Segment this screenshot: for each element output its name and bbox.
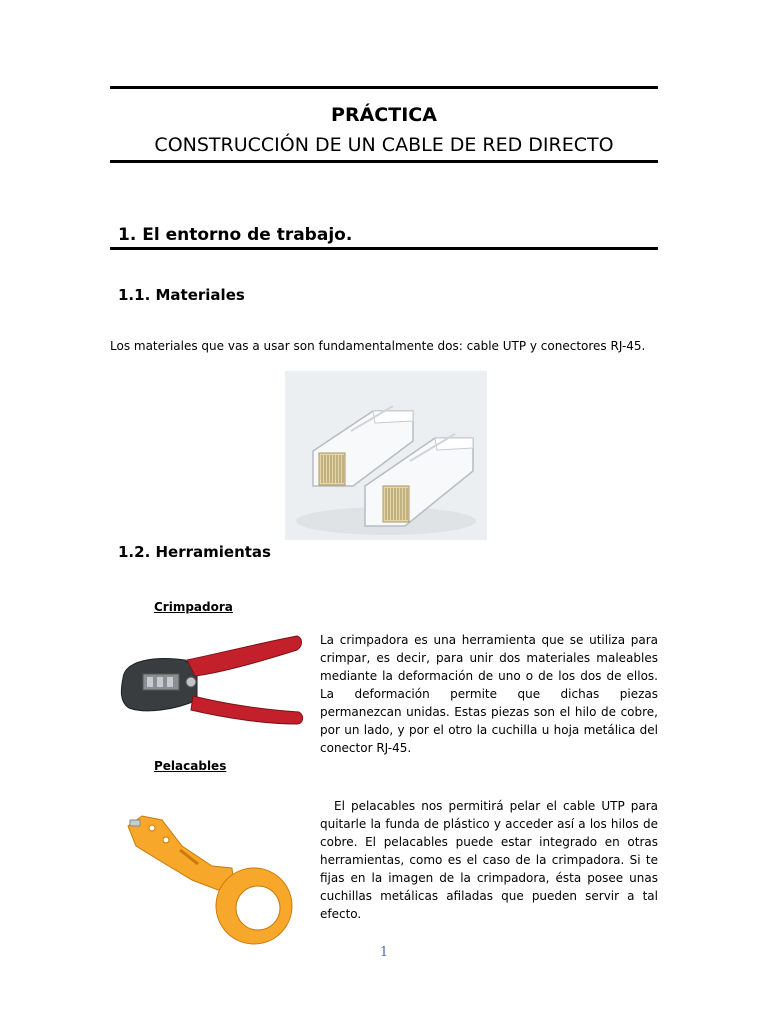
title-bottom-rule <box>110 160 658 163</box>
stripper-label: Pelacables <box>154 759 227 773</box>
tools-heading: 1.2. Herramientas <box>118 543 271 561</box>
document-subtitle: CONSTRUCCIÓN DE UN CABLE DE RED DIRECTO <box>154 134 614 156</box>
stripper-description-text: El pelacables nos permitirá pelar el cable UTP para quitarle la funda de plástico y acceder así a los hilos de cobre. El pelacables puede estar integrado en otras herramientas, como es el caso de la crimpadora. Si te fijas en la imagen de la crimpadora, ésta posee unas cuchillas metálicas afiladas que pueden servir a tal efecto. <box>320 799 658 921</box>
document-title: PRÁCTICA <box>331 104 437 126</box>
section-rule <box>110 247 658 250</box>
rj45-connectors-image <box>285 371 487 540</box>
crimper-image <box>115 630 305 730</box>
crimper-label: Crimpadora <box>154 600 233 614</box>
materials-text: Los materiales que vas a usar son fundamentalmente dos: cable UTP y conectores RJ-45. <box>110 339 646 353</box>
page-number: 1 <box>379 945 389 960</box>
crimper-description: La crimpadora es una herramienta que se utiliza para crimpar, es decir, para unir dos materiales maleables mediante la deformación de uno o de los dos de ellos. La deformación permite que dichas piezas permanezcan unidas. Estas piezas son el hilo de cobre, por un lado, y por el otro la cuchilla u hoja metálica del conector RJ-45. <box>320 633 658 755</box>
stripper-image <box>122 806 300 952</box>
section-heading: 1. El entorno de trabajo. <box>118 225 353 245</box>
top-rule <box>110 86 658 89</box>
stripper-description <box>320 797 658 923</box>
materials-heading: 1.1. Materiales <box>118 286 245 304</box>
